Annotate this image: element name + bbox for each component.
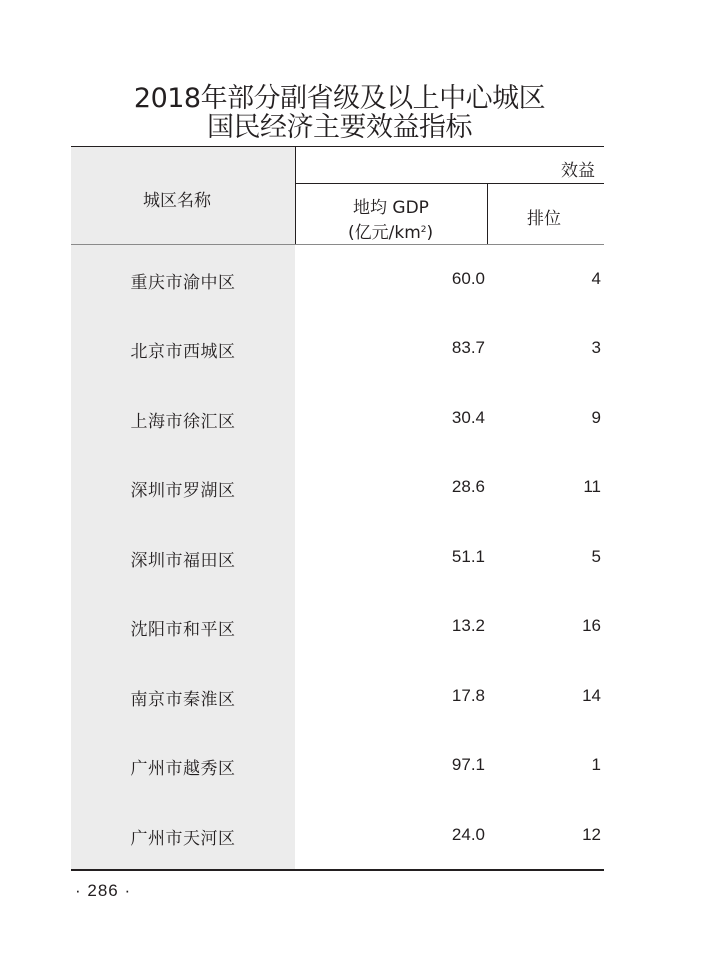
gdp-per-area-value: 13.2 [451,616,485,635]
gdp-per-area-value: 30.4 [451,408,485,427]
header-vertical-rule [295,146,296,244]
name-column-header: 城区名称 [143,191,211,211]
table-title-line-2: 国民经济主要效益指标 [207,112,472,143]
table-row [71,802,604,871]
district-name: 深圳市福田区 [130,551,236,571]
rank-value: 1 [591,755,601,774]
header-bottom-rule [71,244,604,245]
table-row [71,663,604,732]
rank-value: 9 [591,408,601,427]
gdp-per-area-value: 83.7 [451,338,485,357]
rank-value: 11 [583,477,601,496]
gdp-unit-superscript: 2 [420,225,427,235]
gdp-per-area-value: 17.8 [451,686,485,705]
district-name: 上海市徐汇区 [130,412,236,432]
table-row [71,385,604,454]
gdp-per-area-value: 51.1 [451,547,485,566]
rank-value: 3 [591,338,601,357]
page-number: · 286 · [75,881,132,900]
group-rule [295,183,604,184]
rank-header: 排位 [527,209,561,229]
table-row [71,315,604,384]
group-header-efficiency: 效益 [561,161,595,181]
district-name: 广州市越秀区 [130,759,236,779]
district-name: 深圳市罗湖区 [130,481,236,501]
efficiency-table [71,146,604,871]
district-name: 南京市秦淮区 [130,690,236,710]
district-name: 广州市天河区 [130,829,236,849]
rank-value: 12 [582,825,601,844]
table-row [71,246,604,315]
gdp-per-area-value: 97.1 [451,755,485,774]
district-name: 北京市西城区 [130,342,236,362]
gdp-per-area-value: 24.0 [451,825,485,844]
rank-value: 5 [591,547,601,566]
gdp-per-area-value: 60.0 [451,269,485,288]
table-row [71,732,604,801]
gdp-unit-prefix: (亿元/km [348,223,421,243]
district-name: 重庆市渝中区 [130,273,236,293]
gdp-unit-suffix: ) [426,223,434,243]
table-row [71,524,604,593]
gdp-per-area-header: 地均 GDP [353,198,429,218]
gdp-per-area-value: 28.6 [451,477,485,496]
rank-value: 16 [582,616,601,635]
header-inner-vertical-rule [487,183,488,244]
district-name: 沈阳市和平区 [130,620,236,640]
table-row [71,454,604,523]
rank-value: 14 [582,686,601,705]
table-title-line-1: 2018年部分副省级及以上中心城区 [133,83,546,114]
table-row [71,593,604,662]
top-rule [71,146,604,147]
gdp-per-area-unit [348,218,433,243]
rank-value: 4 [591,269,601,288]
